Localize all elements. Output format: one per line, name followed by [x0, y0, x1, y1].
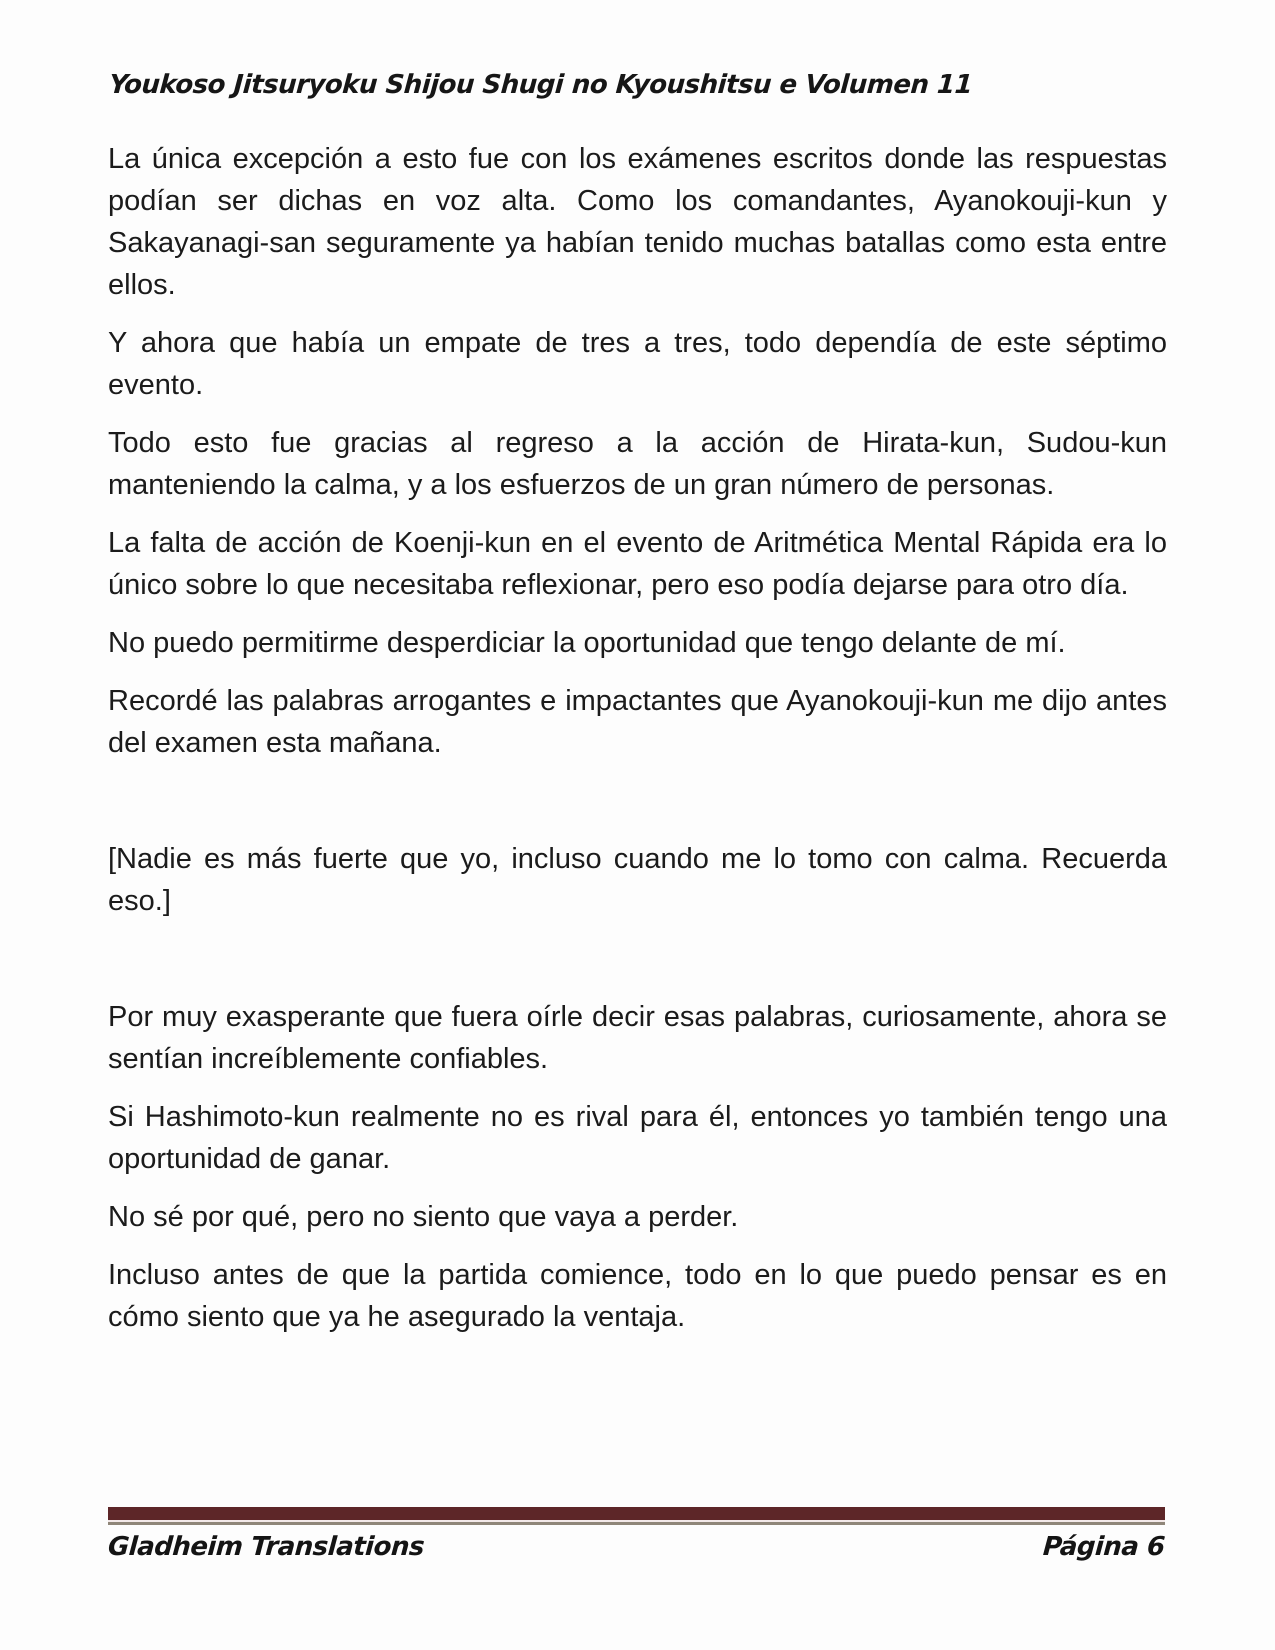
footer-divider-thick: [108, 1507, 1165, 1520]
page-header-title: Youkoso Jitsuryoku Shijou Shugi no Kyoushitsu e Volumen 11: [108, 70, 974, 100]
footer-page-number: Página 6: [1042, 1532, 1167, 1562]
footer-text-row: [108, 1532, 1165, 1562]
page-footer: [108, 1507, 1165, 1562]
paragraph: [Nadie es más fuerte que yo, incluso cuando me lo tomo con calma. Recuerda eso.]: [108, 843, 1167, 917]
paragraph: Por muy exasperante que fuera oírle decir esas palabras, curiosamente, ahora se sentían increíblemente confiables.: [108, 1001, 1167, 1075]
paragraph: No puedo permitirme desperdiciar la oportunidad que tengo delante de mí.: [108, 627, 1066, 659]
paragraph: [108, 938, 1167, 980]
document-body: [108, 138, 1167, 1354]
paragraph: La única excepción a esto fue con los exámenes escritos donde las respuestas podían ser dichas en voz alta. Como los comandantes, Ayanokouji-kun y Sakayanagi-san seguramente ya habían tenido muchas batallas como esta entre ellos.: [108, 143, 1167, 301]
paragraph: Y ahora que había un empate de tres a tres, todo dependía de este séptimo evento.: [108, 327, 1167, 401]
paragraph: Todo esto fue gracias al regreso a la acción de Hirata-kun, Sudou-kun manteniendo la calma, y a los esfuerzos de un gran número de personas.: [108, 427, 1167, 501]
paragraph: Recordé las palabras arrogantes e impactantes que Ayanokouji-kun me dijo antes del examen esta mañana.: [108, 685, 1167, 759]
paragraph: No sé por qué, pero no siento que vaya a perder.: [108, 1201, 739, 1233]
page-header: [108, 68, 1163, 102]
footer-divider-thin: [108, 1522, 1165, 1525]
paragraph: [108, 780, 1167, 822]
footer-translator-name: Gladheim Translations: [106, 1532, 426, 1562]
paragraph: Incluso antes de que la partida comience, todo en lo que puedo pensar es en cómo siento que ya he asegurado la ventaja.: [108, 1259, 1167, 1333]
paragraph: La falta de acción de Koenji-kun en el evento de Aritmética Mental Rápida era lo único sobre lo que necesitaba reflexionar, pero eso podía dejarse para otro día.: [108, 527, 1167, 601]
paragraph: Si Hashimoto-kun realmente no es rival para él, entonces yo también tengo una oportunidad de ganar.: [108, 1101, 1167, 1175]
